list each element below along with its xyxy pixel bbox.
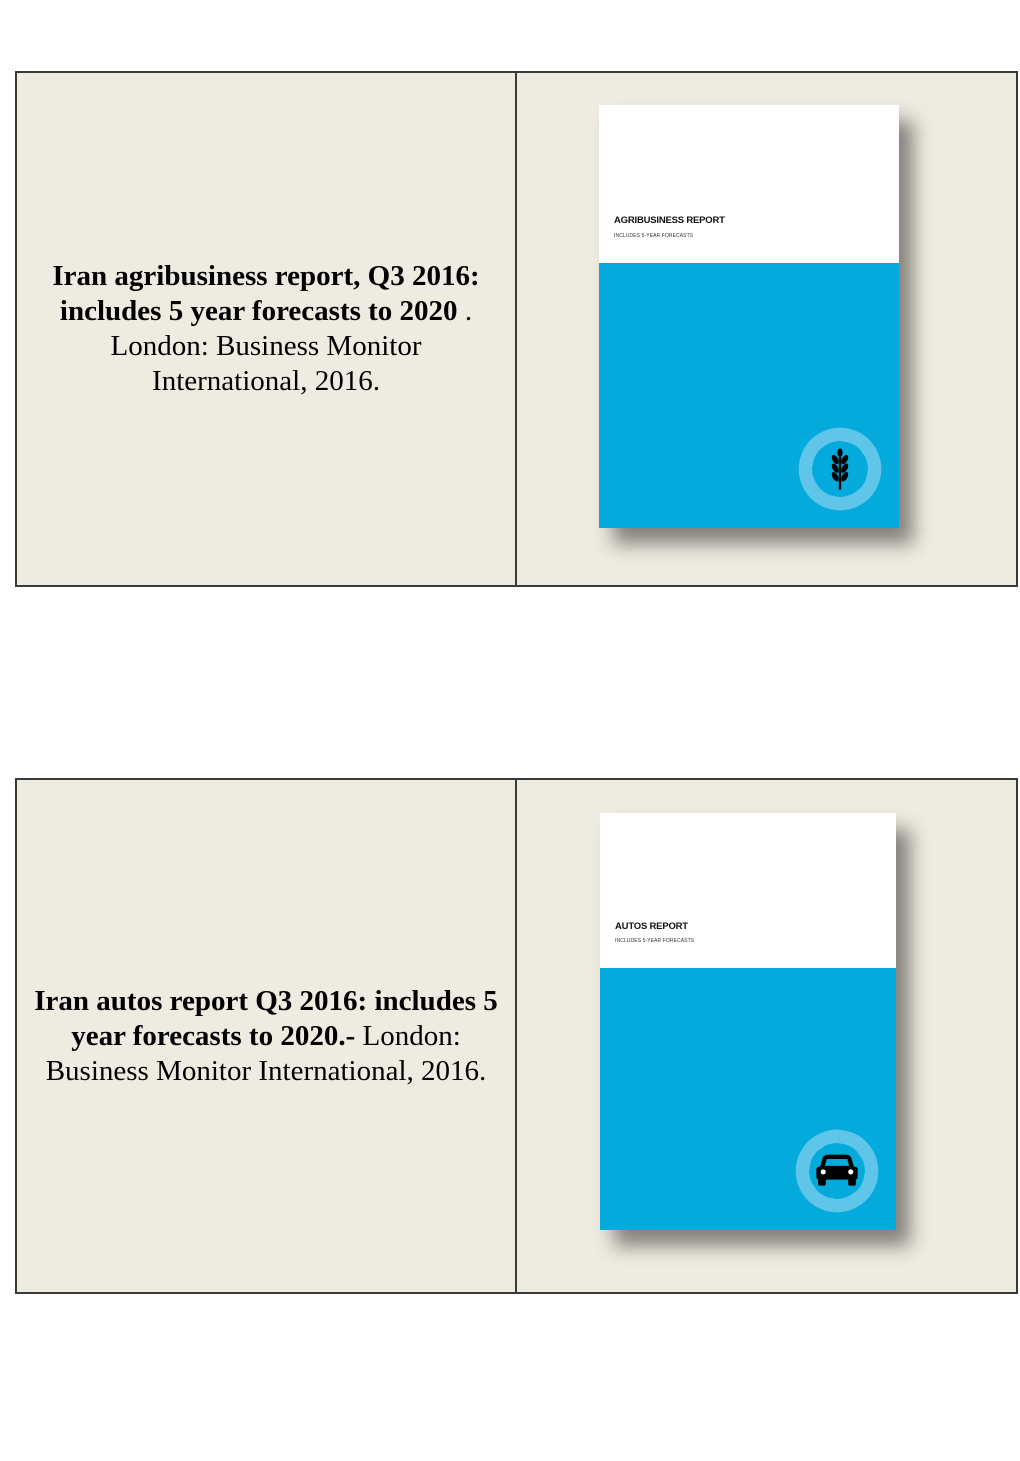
citation-text: [33, 259, 499, 399]
cover-subtitle: INCLUDES 5-YEAR FORECASTS: [615, 938, 695, 944]
citation-title: Iran autos report Q3 2016: includes 5 year forecasts to 2020.-: [34, 984, 498, 1052]
citation-cell: [17, 780, 517, 1292]
report-cover: [599, 105, 899, 528]
cover-cell: [517, 780, 1016, 1292]
report-cover: [600, 813, 896, 1230]
citation-publication: . London: Business Monitor International, 2016.: [110, 295, 473, 397]
citation-cell: [17, 73, 517, 585]
citation-text: [33, 984, 499, 1089]
cover-title: AGRIBUSINESS REPORT: [614, 215, 725, 226]
cover-top-panel: [600, 813, 896, 968]
cover-cell: [517, 73, 1016, 585]
cover-subtitle: INCLUDES 5-YEAR FORECASTS: [614, 233, 694, 239]
catalog-card-agribusiness: [15, 71, 1018, 587]
cover-title: AUTOS REPORT: [615, 921, 688, 932]
citation-publication: London: Business Monitor International, 2016.: [45, 1019, 487, 1087]
car-icon: [794, 1128, 880, 1214]
citation-title: Iran agribusiness report, Q3 2016: includes 5 year forecasts to 2020: [52, 260, 480, 327]
cover-top-panel: [599, 105, 899, 263]
wheat-icon: [797, 426, 883, 512]
catalog-card-autos: [15, 778, 1018, 1294]
